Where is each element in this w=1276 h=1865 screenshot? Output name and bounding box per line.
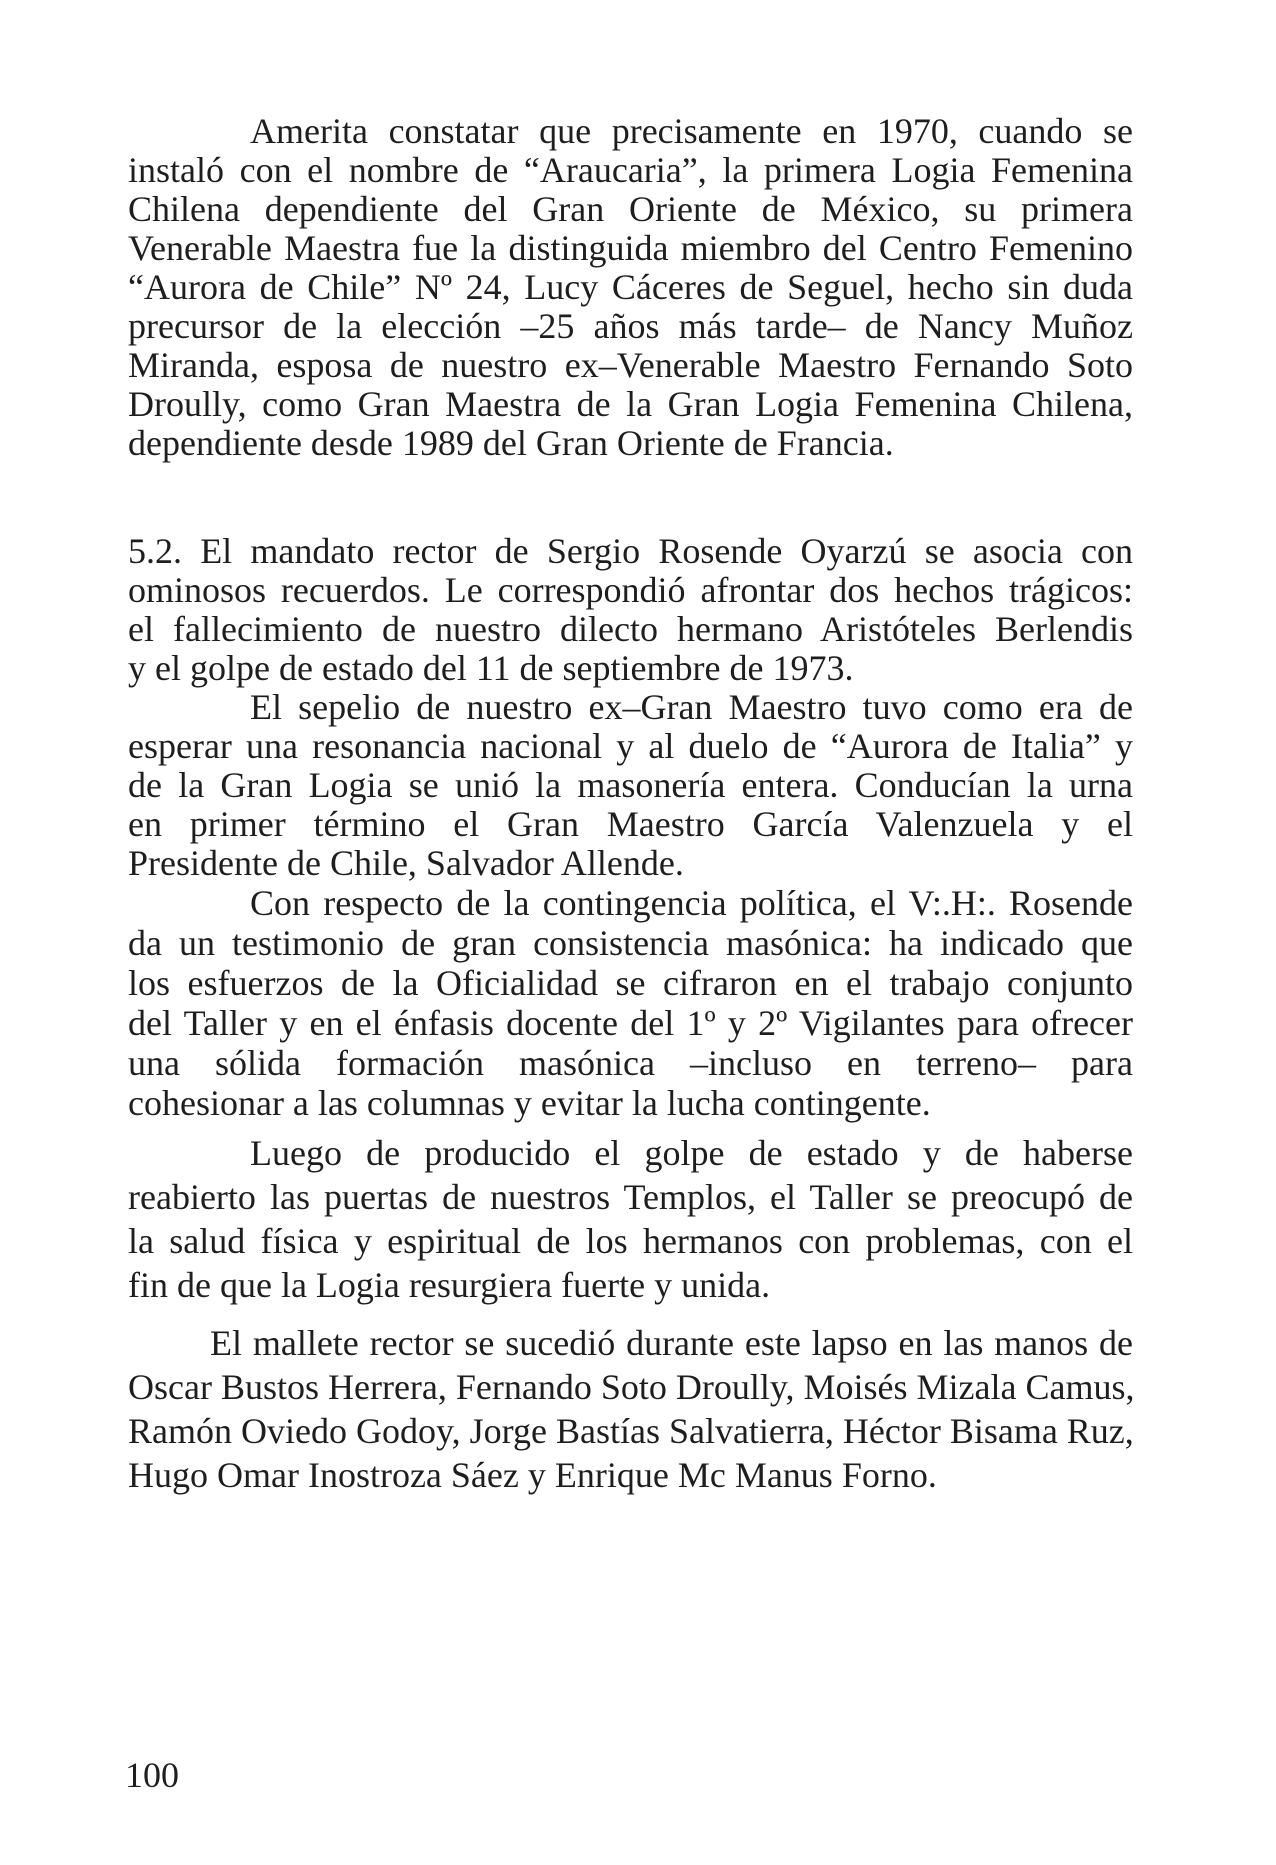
paragraph-4-line: del Taller y en el énfasis docente del 1º y 2º Vigilantes para ofrecer <box>128 1003 1133 1043</box>
section-5-2-line: el fallecimiento de nuestro dilecto hermano Aristóteles Berlendis <box>128 609 1133 649</box>
paragraph-6-line: El mallete rector se sucedió durante este lapso en las manos de <box>210 1323 1133 1363</box>
paragraph-5-line: la salud física y espiritual de los hermanos con problemas, con el <box>128 1221 1133 1261</box>
section-5-2-line: ominosos recuerdos. Le correspondió afrontar dos hechos trágicos: <box>128 570 1133 610</box>
paragraph-1-line: Chilena dependiente del Gran Oriente de México, su primera <box>128 189 1133 229</box>
section-5-2-line: y el golpe de estado del 11 de septiembre de 1973. <box>128 648 854 688</box>
paragraph-4-line: cohesionar a las columnas y evitar la lucha contingente. <box>128 1083 931 1123</box>
paragraph-6-line: Ramón Oviedo Godoy, Jorge Bastías Salvatierra, Héctor Bisama Ruz, <box>128 1411 1134 1451</box>
paragraph-1-line: Amerita constatar que precisamente en 1970, cuando se <box>250 111 1133 151</box>
paragraph-5-line: fin de que la Logia resurgiera fuerte y unida. <box>128 1265 771 1305</box>
paragraph-6-line: Oscar Bustos Herrera, Fernando Soto Droully, Moisés Mizala Camus, <box>128 1367 1135 1407</box>
paragraph-3-line: en primer término el Gran Maestro García Valenzuela y el <box>128 804 1133 844</box>
paragraph-5-line: Luego de producido el golpe de estado y de haberse <box>250 1133 1133 1173</box>
paragraph-6-line: Hugo Omar Inostroza Sáez y Enrique Mc Manus Forno. <box>128 1455 937 1495</box>
paragraph-3-line: esperar una resonancia nacional y al duelo de “Aurora de Italia” y <box>128 726 1133 766</box>
paragraph-4-line: da un testimonio de gran consistencia masónica: ha indicado que <box>128 923 1133 963</box>
paragraph-5-line: reabierto las puertas de nuestros Templos, el Taller se preocupó de <box>128 1177 1133 1217</box>
paragraph-4-line: una sólida formación masónica –incluso en terreno– para <box>128 1043 1133 1083</box>
paragraph-1-line: “Aurora de Chile” Nº 24, Lucy Cáceres de Seguel, hecho sin duda <box>128 267 1133 307</box>
page-number: 100 <box>125 1755 179 1795</box>
paragraph-1-line: Droully, como Gran Maestra de la Gran Logia Femenina Chilena, <box>128 384 1133 424</box>
paragraph-1-line: Miranda, esposa de nuestro ex–Venerable Maestro Fernando Soto <box>128 345 1133 385</box>
paragraph-4-line: los esfuerzos de la Oficialidad se cifraron en el trabajo conjunto <box>128 963 1133 1003</box>
paragraph-4-line: Con respecto de la contingencia política, el V:.H:. Rosende <box>250 883 1133 923</box>
paragraph-3-line: de la Gran Logia se unió la masonería entera. Conducían la urna <box>128 765 1133 805</box>
paragraph-1-line: dependiente desde 1989 del Gran Oriente de Francia. <box>128 423 894 463</box>
paragraph-1-line: instaló con el nombre de “Araucaria”, la primera Logia Femenina <box>128 150 1133 190</box>
paragraph-1-line: precursor de la elección –25 años más tarde– de Nancy Muñoz <box>128 306 1133 346</box>
section-5-2-line: 5.2. El mandato rector de Sergio Rosende Oyarzú se asocia con <box>128 531 1133 571</box>
paragraph-3-line: Presidente de Chile, Salvador Allende. <box>128 843 684 883</box>
paragraph-1-line: Venerable Maestra fue la distinguida miembro del Centro Femenino <box>128 228 1133 268</box>
paragraph-3-line: El sepelio de nuestro ex–Gran Maestro tuvo como era de <box>250 687 1133 727</box>
